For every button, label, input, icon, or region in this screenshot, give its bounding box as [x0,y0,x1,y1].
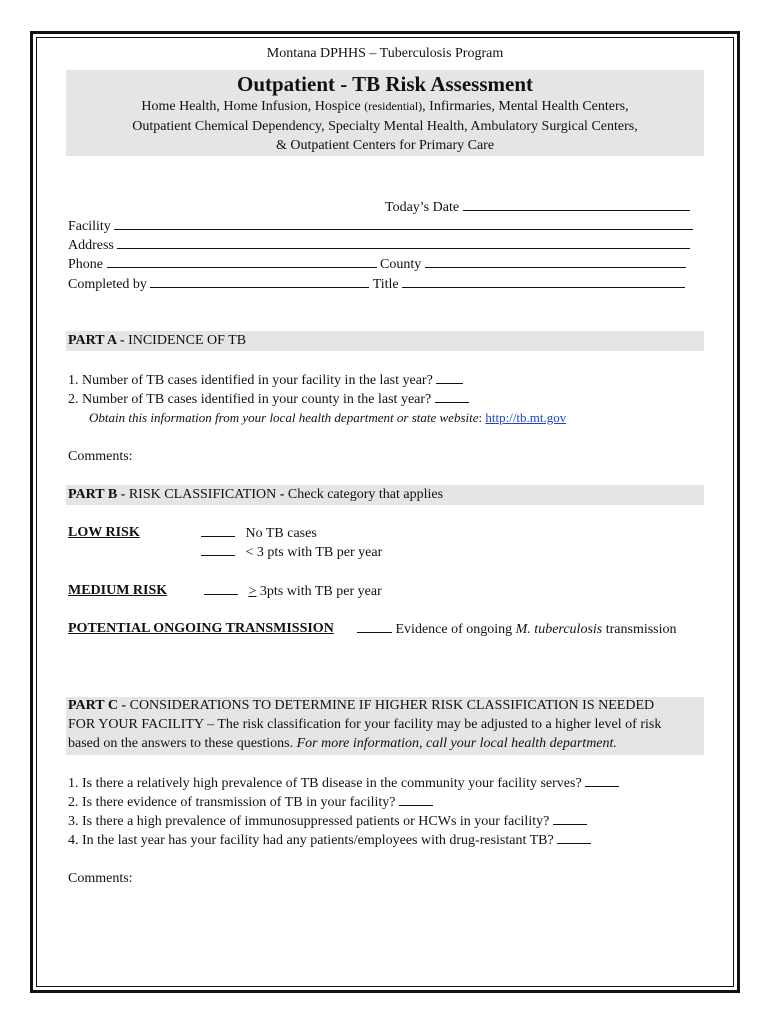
part-a-comments: Comments: [68,449,133,464]
part-c-answer-4[interactable] [557,832,591,844]
todays-date-label: Today’s Date [385,200,460,215]
completed-by-line[interactable] [150,276,369,288]
tb-website-link[interactable]: http://tb.mt.gov [485,410,567,425]
medium-risk-option[interactable]: > 3pts with TB per year [204,583,382,600]
part-c-comments: Comments: [68,871,133,886]
facility-field[interactable] [68,218,693,235]
low-risk-check-1[interactable] [201,525,235,537]
address-line[interactable] [117,237,690,249]
phone-line[interactable] [107,256,377,268]
phone-label: Phone [68,257,103,272]
potential-transmission-check[interactable] [357,621,392,633]
facility-line[interactable] [114,218,693,230]
facility-label: Facility [68,219,111,234]
address-label: Address [68,238,114,253]
completed-by-label: Completed by [68,277,147,292]
part-c-answer-3[interactable] [553,813,587,825]
phone-field[interactable] [68,256,686,273]
completed-by-field[interactable] [68,276,685,293]
low-risk-option-1[interactable]: No TB cases [201,525,317,542]
part-a-answer-2[interactable] [435,391,469,403]
part-c-question-4: 4. In the last year has your facility had any patients/employees with drug-resistant TB? [68,832,591,849]
part-a-answer-1[interactable] [436,372,463,384]
part-a-note: Obtain this information from your local health department or state website: http://tb.mt.gov [89,410,567,425]
part-c-heading: PART C - CONSIDERATIONS TO DETERMINE IF HIGHER RISK CLASSIFICATION IS NEEDED [68,698,655,713]
low-risk-check-2[interactable] [201,544,235,556]
todays-date-field[interactable] [385,199,690,216]
part-c-answer-1[interactable] [585,775,619,787]
low-risk-option-2[interactable]: < 3 pts with TB per year [201,544,382,561]
medium-risk-check[interactable] [204,583,238,595]
part-a-question-1: 1. Number of TB cases identified in your facility in the last year? [68,372,463,389]
title-label: Title [372,277,399,292]
potential-transmission-label: POTENTIAL ONGOING TRANSMISSION [68,621,334,636]
low-risk-label: LOW RISK [68,525,140,540]
subtitle-line-2: Outpatient Chemical Dependency, Specialty Mental Health, Ambulatory Surgical Centers, [132,119,638,134]
county-label: County [380,257,422,272]
part-c-heading-line-2: FOR YOUR FACILITY – The risk classification for your facility may be adjusted to a higher level of risk [68,717,662,732]
page-title: Outpatient - TB Risk Assessment [237,72,533,96]
title-line[interactable] [402,276,685,288]
part-b-heading: PART B - RISK CLASSIFICATION - Check category that applies [68,487,444,502]
part-a-heading: PART A - INCIDENCE OF TB [68,333,247,348]
part-c-heading-line-3: based on the answers to these questions. For more information, call your local health department. [68,736,617,751]
part-c-question-2: 2. Is there evidence of transmission of TB in your facility? [68,794,433,811]
part-a-question-2: 2. Number of TB cases identified in your county in the last year? [68,391,469,408]
medium-risk-label: MEDIUM RISK [68,583,168,598]
program-name: Montana DPHHS – Tuberculosis Program [266,46,504,61]
part-c-question-1: 1. Is there a relatively high prevalence of TB disease in the community your facility serves? [68,775,619,792]
subtitle-line-3: & Outpatient Centers for Primary Care [275,138,495,153]
part-c-question-3: 3. Is there a high prevalence of immunosuppressed patients or HCWs in your facility? [68,813,587,830]
county-line[interactable] [425,256,686,268]
part-c-answer-2[interactable] [399,794,433,806]
subtitle-line-1: Home Health, Home Infusion, Hospice (residential), Infirmaries, Mental Health Centers, [141,99,629,114]
todays-date-line[interactable] [463,199,690,211]
address-field[interactable] [68,237,690,254]
potential-transmission-option[interactable]: Evidence of ongoing M. tuberculosis transmission [357,621,677,638]
